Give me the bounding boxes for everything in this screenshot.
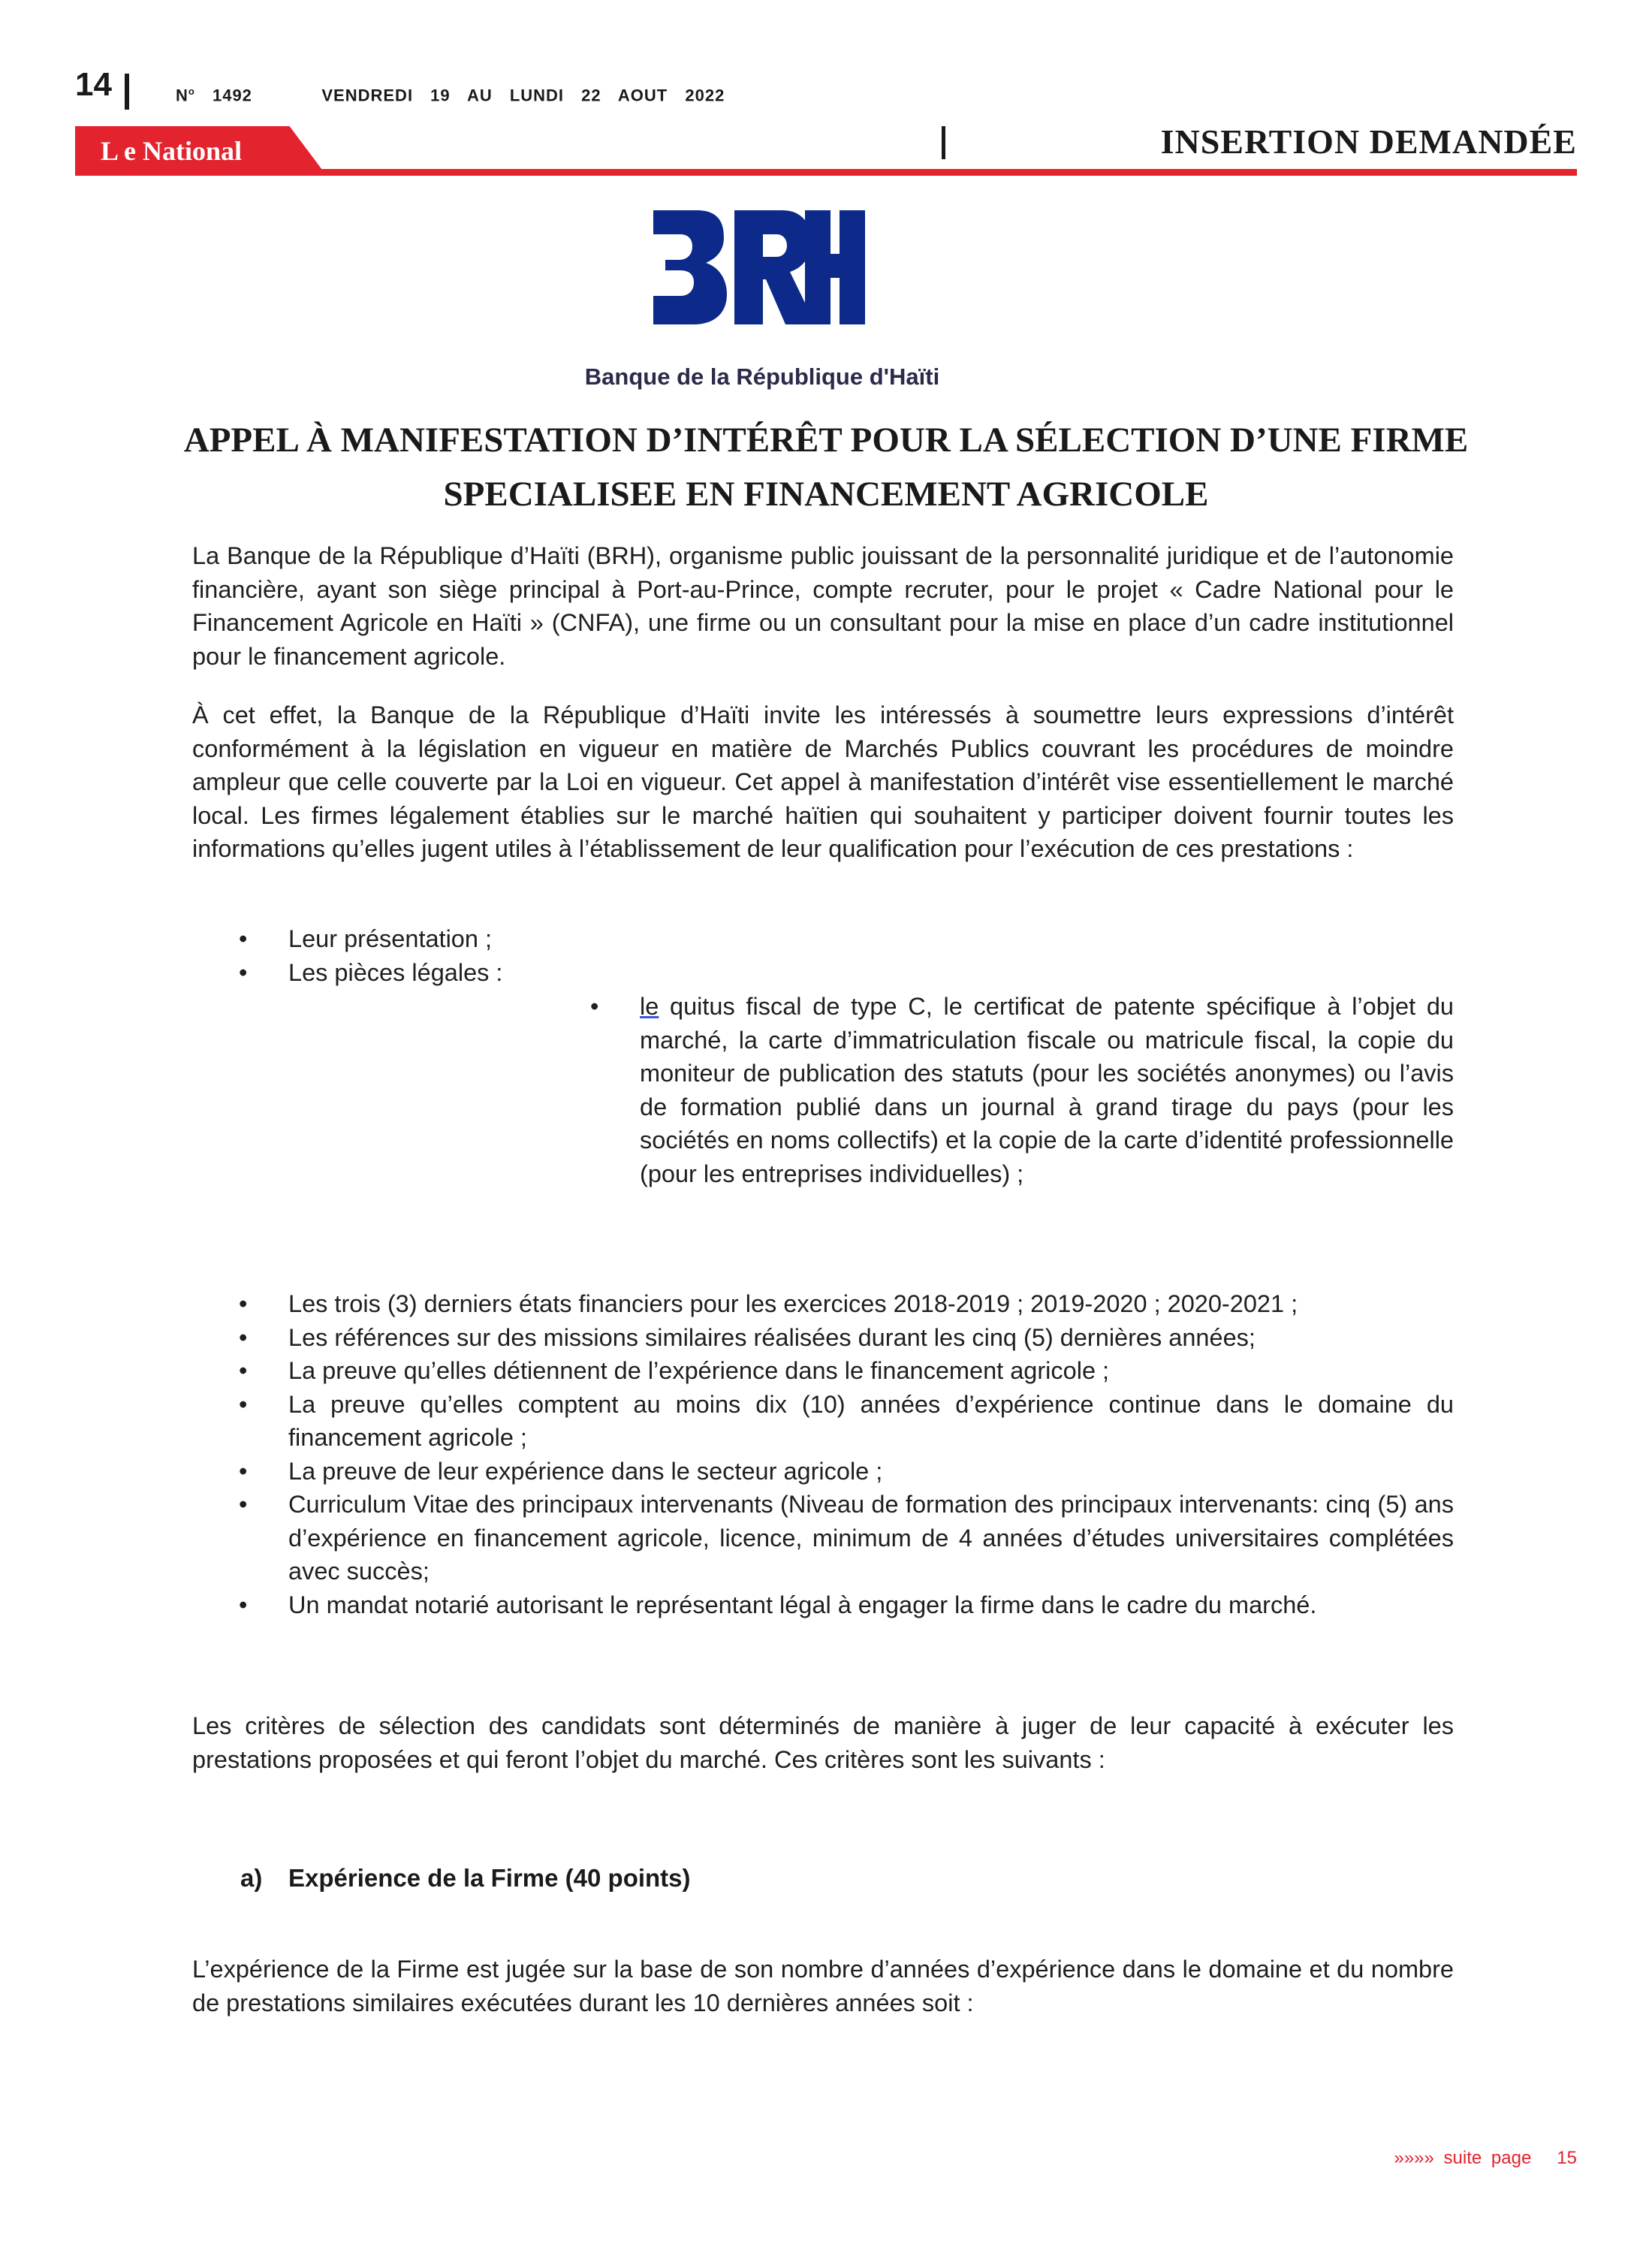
logo-caption: Banque de la République d'Haïti	[584, 363, 940, 390]
footer-arrows: »»»»	[1394, 2148, 1434, 2168]
criteria-paragraph: Les critères de sélection des candidats sont déterminés de manière à juger de leur capacité à exécuter les prestations proposées et qui feront l’objet du marché. Ces critères sont les suivants :	[192, 1712, 1454, 1773]
sub-item-lead: le	[640, 993, 659, 1020]
continued-on-page	[1394, 2148, 1577, 2169]
bullet: •	[239, 1457, 248, 1485]
issue-number: 1492	[212, 86, 252, 105]
bullet: •	[239, 925, 248, 952]
title-line-1: APPEL À MANIFESTATION D’INTÉRÊT POUR LA SÉLECTION D’UNE FIRME	[183, 421, 1469, 460]
list-item: • Les pièces légales :	[192, 956, 1454, 990]
list-item: • Curriculum Vitae des principaux intervenants (Niveau de formation des principaux intervenants: cinq (5) ans d’expérience en financement agricole, licence, minimum de 4 années d’études universitaires complétées avec succès;	[192, 1488, 1454, 1588]
bullet: •	[239, 1491, 248, 1518]
list-item: • La preuve de leur expérience dans le secteur agricole ;	[192, 1455, 1454, 1488]
header-rule	[75, 169, 1577, 176]
issue-prefix: N	[176, 86, 188, 105]
experience-paragraph: L’expérience de la Firme est jugée sur la base de son nombre d’années d’expérience dans le domaine et du nombre de prestations similaires exécutées durant les 10 dernières années soit :	[192, 1956, 1454, 2016]
brh-logo-icon	[650, 207, 868, 327]
brand-name: L e National	[101, 136, 243, 166]
footer-next-page: 15	[1557, 2148, 1577, 2168]
document-title	[90, 413, 1562, 521]
bullet: •	[239, 1357, 248, 1384]
bullet: •	[239, 1390, 248, 1418]
list-item: • Un mandat notarié autorisant le représentant légal à engager la firme dans le cadre du marché.	[192, 1588, 1454, 1622]
list-item: • La preuve qu’elles comptent au moins dix (10) années d’expérience continue dans le domaine du financement agricole ;	[192, 1388, 1454, 1455]
issue-line	[176, 86, 725, 105]
list-item: • La preuve qu’elles détiennent de l’expérience dans le financement agricole ;	[192, 1354, 1454, 1388]
bullet: •	[239, 1591, 248, 1618]
bullet: •	[239, 1290, 248, 1317]
invitation-paragraph: À cet effet, la Banque de la République d’Haïti invite les intéressés à soumettre leurs expressions d’intérêt conformément à la législation en vigueur en matière de Marchés Publics couvrant les procédures de moindre ampleur que celle couverte par la Loi en vigueur. Cet appel à manifestation d’intérêt vise essentiellement le marché local. Les firmes légalement établies sur le marché haïtien qui souhaitent y participer doivent fournir toutes les informations qu’elles jugent utiles à l’établissement de leur qualification pour l’exécution de ces prestations :	[192, 701, 1454, 862]
section-title: INSERTION DEMANDÉE	[1160, 122, 1577, 161]
page-number-divider	[125, 74, 129, 110]
requirements-list-a	[192, 922, 1454, 989]
section-separator	[942, 126, 945, 159]
page-number: 14	[75, 66, 112, 103]
bullet: •	[590, 993, 599, 1020]
footer-continue-label: suite page	[1443, 2148, 1532, 2168]
bullet: •	[239, 1323, 248, 1351]
issue-date: VENDREDI 19 AU LUNDI 22 AOUT 2022	[321, 86, 725, 105]
subsection-heading	[240, 1864, 691, 1893]
requirements-list-b	[192, 1287, 1454, 1621]
list-item: • Leur présentation ;	[192, 922, 1454, 956]
subsection-title: Expérience de la Firme (40 points)	[288, 1864, 691, 1892]
list-item: • Les trois (3) derniers états financiers pour les exercices 2018-2019 ; 2019-2020 ; 2020-2021 ;	[192, 1287, 1454, 1321]
issue-sup: o	[188, 86, 195, 97]
intro-paragraph: La Banque de la République d’Haïti (BRH), organisme public jouissant de la personnalité juridique et de l’autonomie financière, ayant son siège principal à Port-au-Prince, compte recruter, pour le projet « Cadre National pour le Financement Agricole en Haïti » (CNFA), une firme ou un consultant pour la mise en place d’un cadre institutionnel pour le financement agricole.	[192, 542, 1454, 670]
subsection-letter: a)	[240, 1864, 263, 1892]
bullet: •	[239, 958, 248, 986]
list-item: • Les références sur des missions similaires réalisées durant les cinq (5) dernières années;	[192, 1321, 1454, 1355]
title-line-2: SPECIALISEE EN FINANCEMENT AGRICOLE	[443, 475, 1209, 514]
sub-item-text: quitus fiscal de type C, le certificat de patente spécifique à l’objet du marché, la carte d’immatriculation fiscale ou matricule fiscal, la copie du moniteur de publication des statuts (pour les sociétés anonymes) ou l’avis de formation publié dans un journal à grand tirage du pays (pour les sociétés en noms collectifs) et la copie de la carte d’identité professionnelle (pour les entreprises individuelles) ;	[640, 993, 1454, 1187]
legal-documents-sub-item	[586, 990, 1454, 1190]
